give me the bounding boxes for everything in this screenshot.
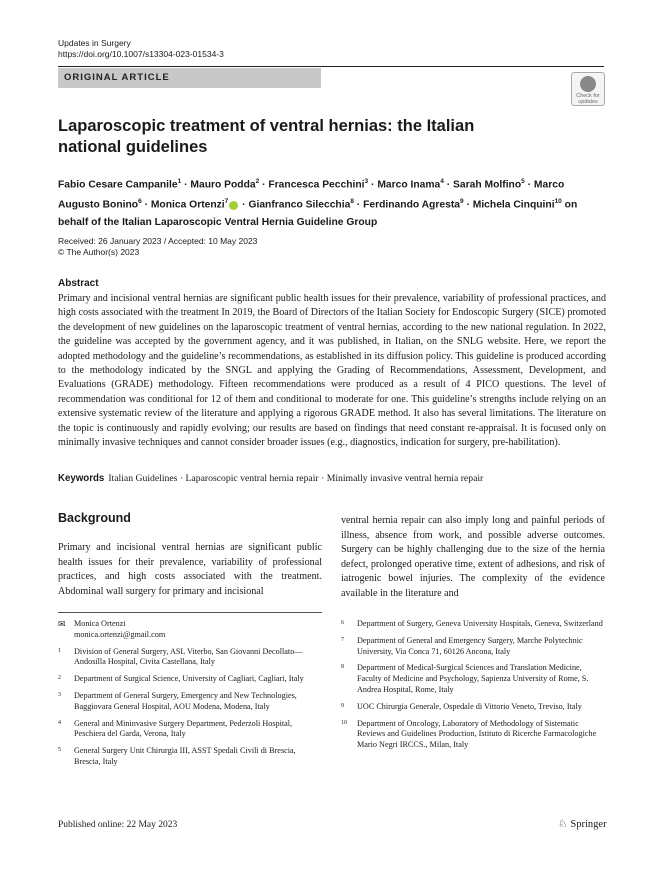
affiliation-1 [58, 647, 322, 669]
publisher-name: Springer [570, 819, 607, 830]
affiliation-text: General and Mininvasive Surgery Department, Pederzoli Hospital, Peschiera del Garda, Verona, Italy [74, 718, 293, 739]
journal-header [58, 38, 224, 60]
affiliations-right [341, 619, 605, 757]
check-for-updates-label: Check for updates [576, 93, 600, 105]
received-accepted: Received: 26 January 2023 / Accepted: 10 May 2023 [58, 236, 258, 246]
article-dates [58, 236, 257, 258]
affiliation-number: 6 [341, 620, 344, 626]
publisher-logo [558, 818, 607, 830]
keywords-text: Italian Guidelines · Laparoscopic ventral hernia repair · Minimally invasive ventral hernia repair [108, 473, 484, 484]
abstract-text: Primary and incisional ventral hernias are significant public health issues for their prevalence, variability of professional practices, and high costs associated with the treatment In 2019, the Board of Directors of the Italian Society for Endoscopic Surgery (SICE) promoted the development of new guidelines on the laparoscopic treatment of ventral hernias, according to the new national regulation. In 2022, the guideline was accepted by the government agency, and it was published, in Italian, on the SNLG website. Here, we report the adopted methodology and the guideline’s recommendations, as established in its diffusion policy. This guideline is produced according to the methodology indicated by the SNGL and applying the Grading of Recommendations, Assessment, Development, and Evaluations (GRADE) methodology. Fifteen recommendations were produced as a result of 4 PICO questions. The level of recommendation was conditional for 12 of them and conditional to moderate for one. This guideline’s strengths include relying on an extensive systematic review of the literature and applying a rigorous GRADE method. It also has several limitations. The literature on the topic is continuously and rapidly evolving; our results are based on findings that need constant re-appraisal. It is focused only on minimally invasive techniques and cannot consider broader issues (e.g., diagnostics, indication for surgery, pre-habilitation). [58, 293, 606, 449]
affiliation-text: UOC Chirurgia Generale, Ospedale di Vittorio Veneto, Treviso, Italy [357, 701, 582, 711]
affiliation-number: 5 [58, 747, 61, 754]
affiliation-number: 3 [58, 691, 61, 698]
affiliation-4 [58, 719, 322, 741]
affiliation-number: 1 [58, 647, 61, 654]
envelope-icon: ✉ [58, 619, 66, 629]
affiliation-number: 2 [58, 675, 61, 682]
keywords-label: Keywords [58, 473, 105, 484]
affiliation-number: 9 [341, 702, 344, 709]
background-heading: Background [58, 511, 131, 525]
header-rule [58, 66, 604, 67]
copyright: © The Author(s) 2023 [58, 247, 140, 257]
affiliation-8 [341, 663, 605, 695]
affiliation-10 [341, 719, 605, 751]
correspondence-email[interactable]: monica.ortenzi@gmail.com [74, 629, 166, 639]
affiliation-text: Department of General and Emergency Surgery, Marche Polytechnic University, Via Conca 71, 60126 Ancona, Italy [357, 635, 583, 656]
correspondence [58, 619, 322, 641]
affiliation-6 [341, 619, 605, 630]
affiliation-2 [58, 674, 322, 685]
journal-name: Updates in Surgery [58, 38, 131, 48]
affiliation-text: Division of General Surgery, ASL Viterbo, San Giovanni Decollato—Andosilla Hospital, Civita Castellana, Italy [74, 646, 303, 667]
affiliation-text: Department of Surgical Science, University of Cagliari, Cagliari, Italy [74, 674, 304, 684]
springer-horse-icon: ♘ [558, 819, 568, 830]
background-text-left: Primary and incisional ventral hernias are significant public health issues for their prevalence, variability of professional practices, and high costs associated with the treatment. Abdominal wall surgery for primary and incisional [58, 542, 322, 597]
doi-link[interactable]: https://doi.org/10.1007/s13304-023-01534-3 [58, 49, 224, 59]
affiliation-number: 4 [58, 719, 61, 726]
affiliations-left [58, 619, 322, 774]
published-date: Published online: 22 May 2023 [58, 820, 178, 830]
affiliation-number: 8 [341, 664, 344, 671]
correspondence-name: Monica Ortenzi [74, 619, 126, 628]
affiliation-text: Department of Medical-Surgical Sciences and Translation Medicine, Faculty of Medicine and Psychology, Sapienza University of Rome, S. Andrea Hospital, Rome, Italy [357, 663, 589, 694]
affiliation-9 [341, 702, 605, 713]
bookmark-icon [580, 76, 596, 92]
keywords [58, 473, 606, 485]
affiliation-number: 7 [341, 636, 344, 643]
affiliation-text: General Surgery Unit Chirurgia III, ASST Spedali Civili di Brescia, Brescia, Italy [74, 746, 296, 766]
affiliation-text: Department of Oncology, Laboratory of Methodology of Sistematic Reviews and Guidelines Production, Istituto di Ricerche Farmacologiche Mario Negri IRCCS., Milan, Italy [357, 718, 597, 750]
footnote-rule [58, 612, 322, 613]
article-type-badge: ORIGINAL ARTICLE [58, 68, 321, 88]
author-list: Fabio Cesare Campanile$^1$ · Mauro Podda$^2$ · Francesca Pecchini$^3$ · Marco Inama$^4$ · Sarah Molfino$^5$ · Marco Augusto Bonino$^6$ · Monica Ortenzi$^7$ · Gianfranco Silecchia$^8$ · Ferdinando Agresta$^9$ · Michela Cinquini$^{10}$ on behalf of the Italian Laparoscopic Ventral Hernia Guideline Group [58, 178, 578, 228]
affiliation-3 [58, 691, 322, 713]
article-title: Laparoscopic treatment of ventral hernias: the Italian national guidelines [58, 117, 475, 156]
affiliation-text: Department of General Surgery, Emergency and New Technologies, Baggiovara General Hospital, AOU Modena, Modena, Italy [74, 690, 297, 711]
check-for-updates-button[interactable] [571, 72, 605, 106]
affiliation-7 [341, 636, 605, 658]
affiliation-5 [58, 746, 322, 768]
background-text-right: ventral hernia repair can also imply long and painful periods of illness, absence from work, and possible adverse outcomes. Surgery can be highly challenging due to the size of the hernia defect, prolonged operative time, extent of adhesions, and risk of iatrogenic bowel injuries. The complexity of the evidence available in the literature and [341, 515, 605, 599]
abstract-heading: Abstract [58, 278, 99, 289]
affiliation-text: Department of Surgery, Geneva University Hospitals, Geneva, Switzerland [357, 619, 603, 628]
affiliation-number: 10 [341, 719, 347, 726]
